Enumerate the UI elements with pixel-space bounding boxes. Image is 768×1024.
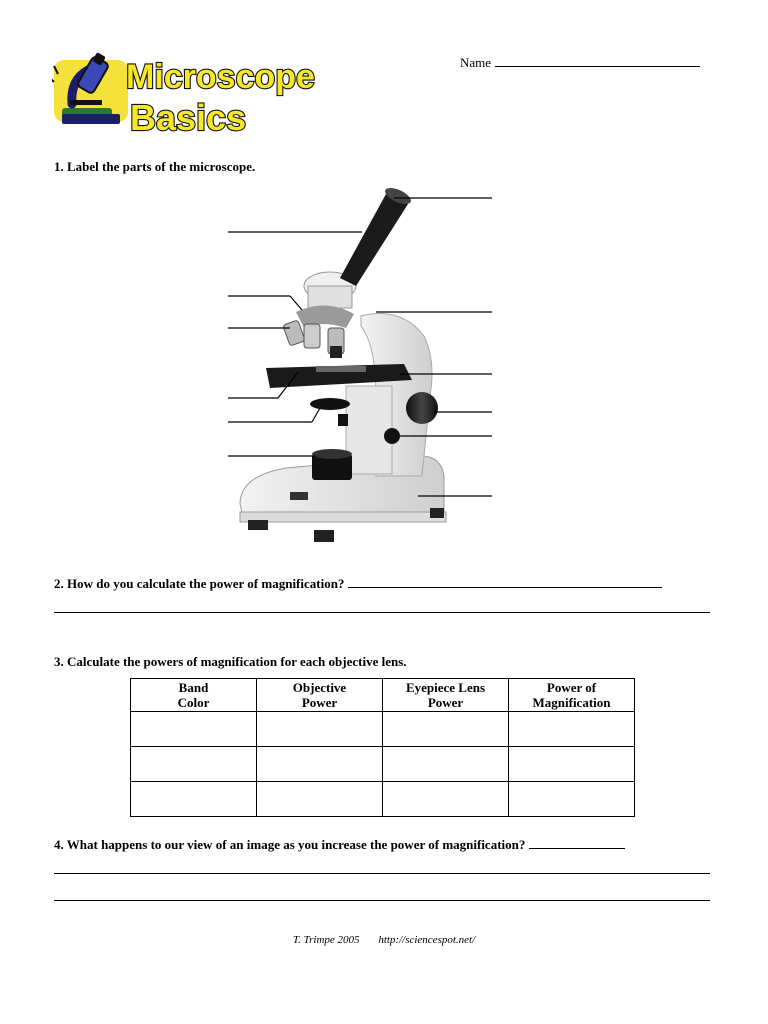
magnification-table (130, 678, 635, 817)
table-cell[interactable] (383, 782, 509, 817)
question-2 (54, 575, 662, 592)
table-cell[interactable] (257, 747, 383, 782)
question-2-text: 2. How do you calculate the power of magnification? (54, 576, 345, 591)
question-4 (54, 836, 625, 853)
footer (0, 934, 768, 946)
table-cell[interactable] (131, 747, 257, 782)
table-cell[interactable] (257, 712, 383, 747)
table-cell[interactable] (131, 782, 257, 817)
table-row (131, 747, 635, 782)
microscope-clipart-icon (52, 52, 128, 124)
logo-line1: Microscope (126, 58, 315, 96)
table-cell[interactable] (131, 712, 257, 747)
table-row (131, 712, 635, 747)
footer-author: T. Trimpe 2005 (292, 934, 360, 946)
question-3: 3. Calculate the powers of magnification for each objective lens. (54, 654, 407, 669)
name-blank-line[interactable] (495, 54, 700, 67)
name-label: Name (460, 55, 492, 70)
question-4-text: 4. What happens to our view of an image as you increase the power of magnification? (54, 837, 526, 852)
header-band-color: Band Color (131, 679, 257, 712)
logo-line2: Basics (130, 97, 247, 136)
answer-2-line-1[interactable] (348, 575, 662, 588)
answer-4-line-3[interactable] (54, 900, 710, 901)
table-cell[interactable] (509, 747, 635, 782)
table-row (131, 782, 635, 817)
header-eyepiece-power: Eyepiece Lens Power (383, 679, 509, 712)
table-cell[interactable] (383, 712, 509, 747)
table-header-row (131, 679, 635, 712)
header-objective-power: Objective Power (257, 679, 383, 712)
name-field[interactable] (460, 54, 700, 71)
answer-4-line-1[interactable] (529, 836, 625, 849)
compound-microscope-photo (240, 186, 446, 542)
question-1: 1. Label the parts of the microscope. (54, 159, 256, 174)
table-cell[interactable] (509, 712, 635, 747)
footer-url[interactable]: http://sciencespot.net/ (378, 934, 476, 946)
microscope-diagram (226, 186, 496, 556)
table-cell[interactable] (509, 782, 635, 817)
table-cell[interactable] (257, 782, 383, 817)
header-power-of-magnification: Power of Magnification (509, 679, 635, 712)
answer-2-line-2[interactable] (54, 612, 710, 613)
answer-4-line-2[interactable] (54, 873, 710, 874)
microscope-basics-logo (52, 52, 362, 136)
table-cell[interactable] (383, 747, 509, 782)
